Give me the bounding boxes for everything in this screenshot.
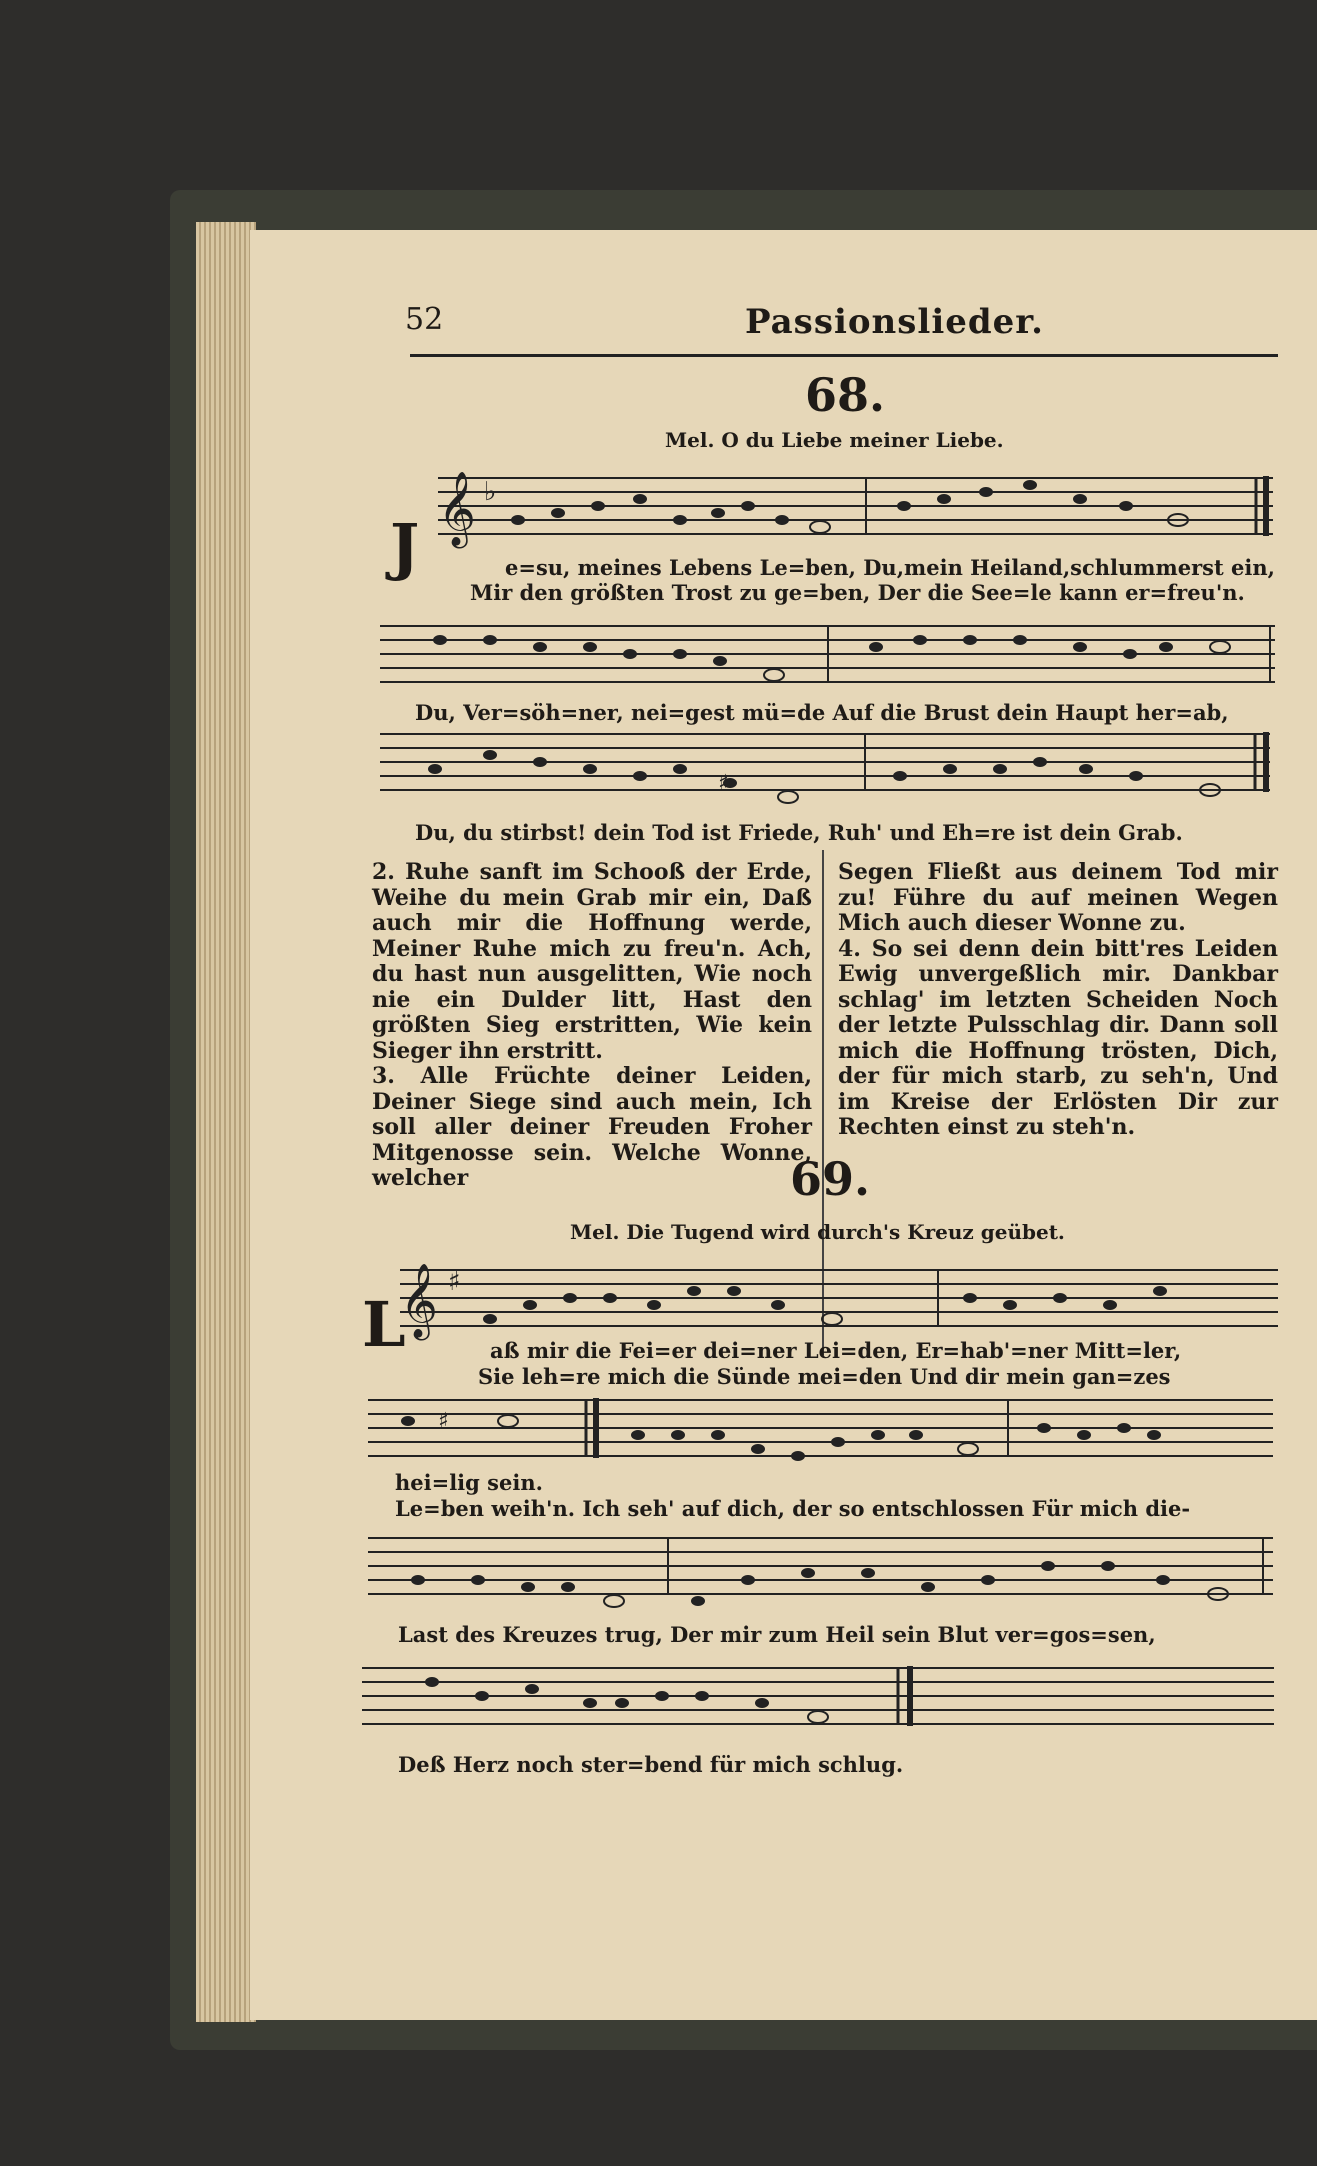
svg-text:♯: ♯ [438,1409,449,1434]
hymn-68-lyric-1b: Mir den größten Trost zu ge=ben, Der die See=le kann er=freu'n. [470,580,1245,605]
svg-text:♯: ♯ [718,771,729,796]
page-header [405,302,1275,342]
hymn-69-lyric-2a: hei=lig sein. [395,1470,543,1495]
hymn-69-dropcap: L [362,1288,406,1361]
hymn-69-lyric-4: Deß Herz noch ster=bend für mich schlug. [398,1752,904,1777]
svg-text:♯: ♯ [448,1267,461,1297]
hymn-68-lyric-3: Du, du stirbst! dein Tod ist Friede, Ruh' und Eh=re ist dein Grab. [415,820,1183,845]
hymn-69-staff-1 [400,1250,1280,1346]
hymn-68-staff-1 [418,458,1278,554]
running-title: Passionslieder. [745,302,1044,342]
verse-2: 2. Ruhe sanft im Schooß der Erde, Weihe du mein Grab mir ein, Daß auch mir die Hoffnung werde, Meiner Ruhe mich zu freu'n. Ach, du hast nun ausgelitten, Wie noch nie ein Dulder litt, Hast den größten Sieg erstritten, Wie kein Sieger ihn erstritt. [372,859,812,1064]
hymn-69-staff-3 [368,1518,1278,1618]
verse-4: 4. So sei denn dein bitt'res Leiden Ewig unvergeßlich mir. Dankbar schlag' im letzten Scheiden Noch der letzte Pulsschlag dir. Dann soll mich die Hoffnung trösten, Dich, der für mich starb, zu seh'n, Und im Kreise der Erlösten Dir zur Rechten einst zu steh'n. [838,935,1278,1140]
hymn-68-staff-3 [380,714,1280,824]
book-page [250,230,1317,2020]
verse-3: 3. Alle Früchte deiner Leiden, Deiner Siege sind auch mein, Ich soll aller deiner Freuden Froher Mitgenosse sein. Welche Wonne, welcher [372,1063,812,1191]
hymn-69-melody: Mel. Die Tugend wird durch's Kreuz geübet. [570,1220,1065,1244]
header-rule [410,354,1278,357]
hymn-68-verses-right [838,860,1278,1141]
hymn-69-staff-2 [368,1380,1278,1476]
hymn-68-number: 68. [805,368,886,422]
svg-text:𝄞: 𝄞 [438,472,476,546]
svg-text:♭: ♭ [484,477,497,507]
svg-text:𝄞: 𝄞 [400,1264,438,1338]
page-edges [196,222,256,2022]
hymn-69-number: 69. [790,1152,871,1206]
hymn-68-verses-left [372,860,812,1192]
hymn-69-lyric-2b: Le=ben weih'n. Ich seh' auf dich, der so entschlossen Für mich die- [395,1496,1191,1521]
hymn-68-staff-2 [380,606,1280,702]
hymn-68-melody: Mel. O du Liebe meiner Liebe. [665,428,1004,452]
page-number: 52 [405,302,444,337]
hymn-68-dropcap: J [390,510,420,583]
hymn-69-lyric-1b: Sie leh=re mich die Sünde mei=den Und dir mein gan=zes [478,1364,1171,1389]
hymn-69-staff-4 [362,1648,1278,1748]
hymn-68-lyric-1a: e=su, meines Lebens Le=ben, Du,mein Heiland,schlummerst ein, [505,555,1275,580]
hymn-69-lyric-1a: aß mir die Fei=er dei=ner Lei=den, Er=hab'=ner Mitt=ler, [490,1338,1182,1363]
hymn-68-lyric-2: Du, Ver=söh=ner, nei=gest mü=de Auf die Brust dein Haupt her=ab, [415,700,1229,725]
verse-3-cont: Segen Fließt aus deinem Tod mir zu! Führe du auf meinen Wegen Mich auch dieser Wonne zu. [838,859,1278,936]
hymn-69-lyric-3: Last des Kreuzes trug, Der mir zum Heil sein Blut ver=gos=sen, [398,1622,1156,1647]
